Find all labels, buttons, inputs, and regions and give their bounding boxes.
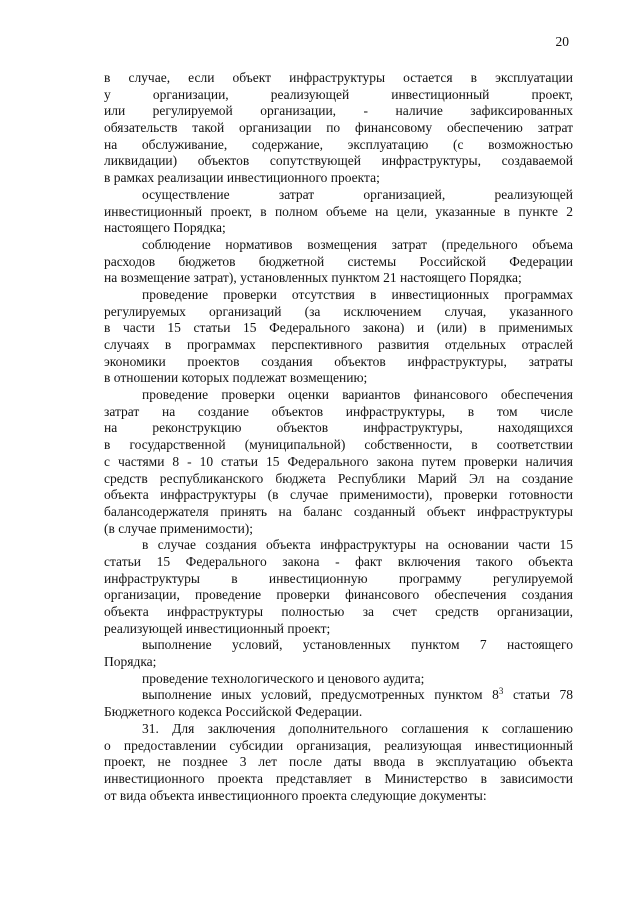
text-line bbox=[104, 704, 573, 721]
text-line bbox=[104, 654, 573, 671]
text-line-content: или регулируемой организации, - наличие зафиксированных bbox=[104, 103, 573, 119]
text-line-content: 31. Для заключения дополнительного соглашения к соглашению bbox=[142, 720, 573, 736]
text-line-content: регулируемых организаций (за исключением случая, указанного bbox=[104, 303, 573, 319]
body-text bbox=[104, 70, 573, 804]
text-line bbox=[104, 103, 573, 120]
text-line-content: Бюджетного кодекса Российской Федерации. bbox=[104, 704, 363, 720]
text-line-content: инфраструктуры в инвестиционную программу регулируемой bbox=[104, 570, 573, 586]
text-line bbox=[104, 471, 573, 488]
text-line-content: инвестиционный проект, в полном объеме на цели, указанные в пункте 2 bbox=[104, 203, 573, 219]
text-line bbox=[104, 454, 573, 471]
text-line-content: на обслуживание, содержание, эксплуатацию (с возможностью bbox=[104, 136, 573, 152]
text-line bbox=[104, 204, 573, 221]
text-line bbox=[104, 354, 573, 371]
text-line-content: проект, не позднее 3 лет после даты ввода в эксплуатацию объекта bbox=[104, 754, 573, 770]
text-line bbox=[104, 70, 573, 87]
text-line bbox=[104, 537, 573, 554]
text-line-content: осуществление затрат организацией, реализующей bbox=[142, 186, 573, 202]
text-line bbox=[104, 788, 573, 805]
text-line bbox=[104, 370, 573, 387]
text-line-content: в части 15 статьи 15 Федерального закона) и (или) в применимых bbox=[104, 320, 573, 336]
text-line bbox=[104, 721, 573, 738]
text-line-content: выполнение иных условий, предусмотренных пунктом 8 bbox=[142, 687, 499, 703]
text-line bbox=[104, 487, 573, 504]
text-line bbox=[104, 237, 573, 254]
text-line-content: проведение технологического и ценового аудита; bbox=[142, 670, 425, 686]
text-line bbox=[104, 153, 573, 170]
text-line bbox=[104, 637, 573, 654]
text-line bbox=[104, 504, 573, 521]
text-line-content: соблюдение нормативов возмещения затрат (предельного объема bbox=[142, 236, 573, 252]
text-line-content: затрат на создание объектов инфраструктуры, в том числе bbox=[104, 403, 573, 419]
text-line bbox=[104, 587, 573, 604]
text-line bbox=[104, 270, 573, 287]
text-line-content: объекта инфраструктуры полностью за счет средств организации, bbox=[104, 604, 573, 619]
text-line-content: организации, проведение проверки финансового обеспечения создания bbox=[104, 587, 573, 603]
text-line-content: в отношении которых подлежат возмещению; bbox=[104, 370, 368, 386]
text-line bbox=[104, 437, 573, 454]
text-line bbox=[104, 220, 573, 237]
text-line-content: выполнение условий, установленных пунктом 7 настоящего bbox=[142, 637, 573, 653]
text-line-content: статьи 15 Федерального закона - факт включения такого объекта bbox=[104, 553, 573, 569]
text-line bbox=[104, 687, 573, 704]
text-line bbox=[104, 738, 573, 755]
text-line bbox=[104, 120, 573, 137]
text-line-content: Порядка; bbox=[104, 654, 157, 670]
text-line bbox=[104, 621, 573, 638]
text-line bbox=[104, 187, 573, 204]
text-line-content: в рамках реализации инвестиционного проекта; bbox=[104, 170, 380, 186]
page-number: 20 bbox=[555, 34, 569, 49]
text-line bbox=[104, 387, 573, 404]
text-line bbox=[104, 254, 573, 271]
text-line-content: средств республиканского бюджета Республики Марий Эл на создание bbox=[104, 470, 573, 486]
text-line-content: случаях в программах перспективного развития отдельных отраслей bbox=[104, 337, 573, 352]
text-line bbox=[104, 754, 573, 771]
text-line bbox=[104, 404, 573, 421]
text-line-content: от вида объекта инвестиционного проекта следующие документы: bbox=[104, 787, 487, 803]
text-line bbox=[104, 87, 573, 104]
text-line-content: расходов бюджетов бюджетной системы Российской Федерации bbox=[104, 253, 573, 269]
text-line-content: проведение проверки оценки вариантов финансового обеспечения bbox=[142, 387, 573, 403]
text-line bbox=[104, 771, 573, 788]
text-line-content: на возмещение затрат), установленных пунктом 21 настоящего Порядка; bbox=[104, 270, 522, 286]
text-line-content: у организации, реализующей инвестиционный проект, bbox=[104, 86, 573, 102]
text-line-content: ликвидации) объектов сопутствующей инфраструктуры, создаваемой bbox=[104, 153, 573, 169]
text-line bbox=[104, 320, 573, 337]
text-line-content: на реконструкцию объектов инфраструктуры, находящихся bbox=[104, 420, 573, 436]
text-line bbox=[104, 304, 573, 321]
text-line-content: о предоставлении субсидии организация, реализующая инвестиционный bbox=[104, 737, 573, 753]
text-line-content: с частями 8 - 10 статьи 15 Федерального закона путем проверки наличия bbox=[104, 453, 573, 469]
text-line bbox=[104, 170, 573, 187]
text-line-content: балансодержателя принять на баланс созданный объект инфраструктуры bbox=[104, 503, 573, 519]
text-line-content: в случае создания объекта инфраструктуры на основании части 15 bbox=[142, 537, 573, 553]
text-line bbox=[104, 287, 573, 304]
text-line bbox=[104, 521, 573, 538]
text-line bbox=[104, 337, 573, 354]
text-line-content: объекта инфраструктуры (в случае применимости), проверки готовности bbox=[104, 487, 573, 503]
text-line-content: в случае, если объект инфраструктуры остается в эксплуатации bbox=[104, 70, 573, 85]
text-line bbox=[104, 604, 573, 621]
text-line bbox=[104, 420, 573, 437]
text-line bbox=[104, 137, 573, 154]
superscript: 3 bbox=[498, 686, 504, 697]
text-line-content: в государственной (муниципальной) собственности, в соответствии bbox=[104, 437, 573, 453]
text-line-content: настоящего Порядка; bbox=[104, 220, 226, 236]
text-line-content: обязательств такой организации по финансовому обеспечению затрат bbox=[104, 120, 573, 136]
text-line bbox=[104, 554, 573, 571]
text-line bbox=[104, 571, 573, 588]
text-line-content: проведение проверки отсутствия в инвестиционных программах bbox=[142, 286, 573, 302]
text-line-content: реализующей инвестиционный проект; bbox=[104, 620, 331, 636]
text-line-tail: статьи 78 bbox=[503, 687, 573, 703]
text-line-content: инвестиционного проекта представляет в Министерство в зависимости bbox=[104, 770, 573, 786]
text-line-content: (в случае применимости); bbox=[104, 520, 254, 536]
text-line-content: экономики проектов создания объектов инфраструктуры, затраты bbox=[104, 353, 573, 369]
text-line bbox=[104, 671, 573, 688]
